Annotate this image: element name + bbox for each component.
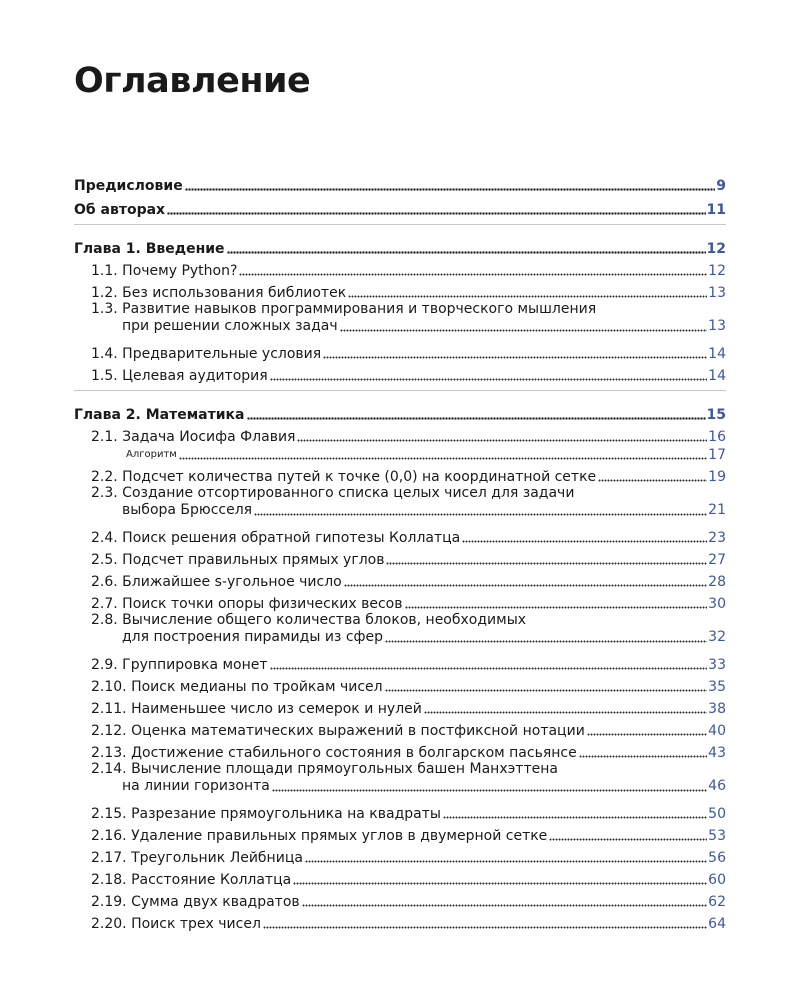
toc-entry-page: 27 xyxy=(708,552,726,568)
toc-section-2-15[interactable] xyxy=(74,800,726,822)
toc-entry-page: 53 xyxy=(708,828,726,844)
toc-entry-page: 14 xyxy=(708,346,726,362)
toc-entry-title: Об авторах xyxy=(74,202,166,218)
toc-section-2-12[interactable] xyxy=(74,717,726,739)
toc-entry-title-line2: на линии горизонта xyxy=(122,778,270,794)
toc-entry-page: 12 xyxy=(708,263,726,279)
table-of-contents xyxy=(74,170,726,932)
toc-entry-page: 62 xyxy=(708,894,726,910)
toc-entry-page: 40 xyxy=(708,723,726,739)
toc-entry-page: 43 xyxy=(708,745,726,761)
toc-entry-page: 21 xyxy=(708,502,726,518)
toc-entry-title: 2.5. Подсчет правильных прямых углов xyxy=(91,552,385,568)
toc-entry-title: 2.6. Ближайшее s-угольное число xyxy=(91,574,342,590)
toc-entry-page: 32 xyxy=(708,629,726,645)
dot-leader xyxy=(270,373,707,381)
dot-leader xyxy=(254,508,707,516)
toc-entry-title: 2.7. Поиск точки опоры физических весов xyxy=(91,596,403,612)
toc-section-2-14[interactable] xyxy=(74,761,726,795)
dot-leader xyxy=(348,290,707,298)
toc-chapter-2[interactable] xyxy=(74,399,726,423)
page-title: Оглавление xyxy=(74,61,311,101)
toc-section-2-2[interactable] xyxy=(74,463,726,485)
toc-entry-page: 13 xyxy=(708,318,726,334)
toc-entry-title: Алгоритм xyxy=(126,449,177,460)
toc-entry-page: 23 xyxy=(708,530,726,546)
dot-leader xyxy=(587,728,707,736)
toc-section-1-2[interactable] xyxy=(74,279,726,301)
toc-entry-title: Предисловие xyxy=(74,178,183,194)
divider xyxy=(74,224,726,225)
dot-leader xyxy=(462,535,707,543)
toc-entry-page: 35 xyxy=(708,679,726,695)
toc-entry-title: 2.17. Треугольник Лейбница xyxy=(91,850,303,866)
toc-section-2-10[interactable] xyxy=(74,673,726,695)
toc-entry-title: 2.1. Задача Иосифа Флавия xyxy=(91,429,296,445)
toc-section-2-16[interactable] xyxy=(74,822,726,844)
dot-leader xyxy=(297,434,707,442)
toc-entry-title: Глава 2. Математика xyxy=(74,407,245,423)
toc-entry-title: 2.9. Группировка монет xyxy=(91,657,268,673)
toc-entry-page: 33 xyxy=(708,657,726,673)
toc-entry-page: 60 xyxy=(708,872,726,888)
toc-entry-title: 1.1. Почему Python? xyxy=(91,263,238,279)
dot-leader xyxy=(270,662,708,670)
dot-leader xyxy=(385,635,707,643)
toc-entry-title: 2.15. Разрезание прямоугольника на квадраты xyxy=(91,806,441,822)
toc-entry-title-line1: 2.14. Вычисление площади прямоугольных башен Манхэттена xyxy=(91,761,558,777)
dot-leader xyxy=(385,684,708,692)
toc-entry-page: 56 xyxy=(708,850,726,866)
dot-leader xyxy=(227,246,706,254)
toc-entry-about-authors[interactable] xyxy=(74,194,726,218)
toc-section-1-5[interactable] xyxy=(74,362,726,384)
toc-entry-title-line1: 2.8. Вычисление общего количества блоков, необходимых xyxy=(91,612,527,628)
toc-section-2-9[interactable] xyxy=(74,651,726,673)
toc-entry-title: 2.19. Сумма двух квадратов xyxy=(91,894,300,910)
dot-leader xyxy=(293,877,707,885)
toc-entry-page: 38 xyxy=(708,701,726,717)
dot-leader xyxy=(323,351,707,359)
toc-entry-title: 1.5. Целевая аудитория xyxy=(91,368,268,384)
toc-entry-title: 2.11. Наименьшее число из семерок и нулей xyxy=(91,701,422,717)
toc-entry-title: 1.2. Без использования библиотек xyxy=(91,285,347,301)
toc-entry-title-line2: при решении сложных задач xyxy=(122,318,338,334)
toc-entry-title: 2.12. Оценка математических выражений в постфиксной нотации xyxy=(91,723,585,739)
dot-leader xyxy=(185,183,716,191)
dot-leader xyxy=(239,268,707,276)
toc-entry-title: 2.4. Поиск решения обратной гипотезы Коллатца xyxy=(91,530,461,546)
toc-section-2-17[interactable] xyxy=(74,844,726,866)
toc-entry-page: 17 xyxy=(708,447,726,463)
toc-section-1-4[interactable] xyxy=(74,340,726,362)
toc-section-2-18[interactable] xyxy=(74,866,726,888)
dot-leader xyxy=(167,207,705,215)
toc-entry-page: 28 xyxy=(708,574,726,590)
toc-entry-title: 2.20. Поиск трех чисел xyxy=(91,916,261,932)
toc-entry-page: 13 xyxy=(708,285,726,301)
toc-section-2-6[interactable] xyxy=(74,568,726,590)
dot-leader xyxy=(179,452,707,460)
toc-entry-title: 1.4. Предварительные условия xyxy=(91,346,322,362)
toc-entry-title: 2.13. Достижение стабильного состояния в болгарском пасьянсе xyxy=(91,745,577,761)
toc-section-2-7[interactable] xyxy=(74,590,726,612)
dot-leader xyxy=(340,324,708,332)
dot-leader xyxy=(549,833,707,841)
toc-entry-page: 19 xyxy=(708,469,726,485)
toc-chapter-1[interactable] xyxy=(74,233,726,257)
toc-entry-title: 2.16. Удаление правильных прямых углов в двумерной сетке xyxy=(91,828,548,844)
toc-entry-page: 16 xyxy=(708,429,726,445)
toc-section-1-1[interactable] xyxy=(74,257,726,279)
dot-leader xyxy=(263,921,707,929)
dot-leader xyxy=(424,706,707,714)
dot-leader xyxy=(579,750,707,758)
toc-section-2-5[interactable] xyxy=(74,546,726,568)
dot-leader xyxy=(247,412,706,420)
toc-entry-page: 30 xyxy=(708,596,726,612)
toc-section-2-13[interactable] xyxy=(74,739,726,761)
toc-section-2-1[interactable] xyxy=(74,423,726,445)
toc-entry-page: 11 xyxy=(706,202,726,218)
dot-leader xyxy=(344,579,707,587)
dot-leader xyxy=(272,784,707,792)
divider xyxy=(74,390,726,391)
toc-entry-page: 46 xyxy=(708,778,726,794)
toc-entry-page: 12 xyxy=(706,241,726,257)
toc-section-2-3[interactable] xyxy=(74,485,726,519)
toc-entry-page: 15 xyxy=(706,407,726,423)
toc-entry-title: 2.18. Расстояние Коллатца xyxy=(91,872,292,888)
dot-leader xyxy=(443,811,707,819)
toc-entry-title-line2: для построения пирамиды из сфер xyxy=(122,629,383,645)
toc-entry-title-line2: выбора Брюсселя xyxy=(122,502,253,518)
toc-entry-title: 2.10. Поиск медианы по тройкам чисел xyxy=(91,679,383,695)
toc-section-2-11[interactable] xyxy=(74,695,726,717)
toc-entry-title-line1: 1.3. Развитие навыков программирования и творческого мышления xyxy=(91,301,597,317)
dot-leader xyxy=(386,557,707,565)
toc-section-2-20[interactable] xyxy=(74,910,726,932)
toc-section-2-19[interactable] xyxy=(74,888,726,910)
toc-section-1-3[interactable] xyxy=(74,301,726,335)
toc-subsection-algorithm[interactable] xyxy=(74,445,726,463)
toc-entry-page: 50 xyxy=(708,806,726,822)
toc-section-2-4[interactable] xyxy=(74,524,726,546)
toc-section-2-8[interactable] xyxy=(74,612,726,646)
dot-leader xyxy=(305,855,707,863)
toc-entry-page: 14 xyxy=(708,368,726,384)
toc-entry-page: 9 xyxy=(716,178,726,194)
toc-entry-page: 64 xyxy=(708,916,726,932)
dot-leader xyxy=(598,474,707,482)
toc-entry-title: 2.2. Подсчет количества путей к точке (0,0) на координатной сетке xyxy=(91,469,597,485)
toc-entry-title-line1: 2.3. Создание отсортированного списка целых чисел для задачи xyxy=(91,485,575,501)
toc-entry-title: Глава 1. Введение xyxy=(74,241,225,257)
dot-leader xyxy=(405,601,708,609)
dot-leader xyxy=(302,899,708,907)
toc-entry-preface[interactable] xyxy=(74,170,726,194)
